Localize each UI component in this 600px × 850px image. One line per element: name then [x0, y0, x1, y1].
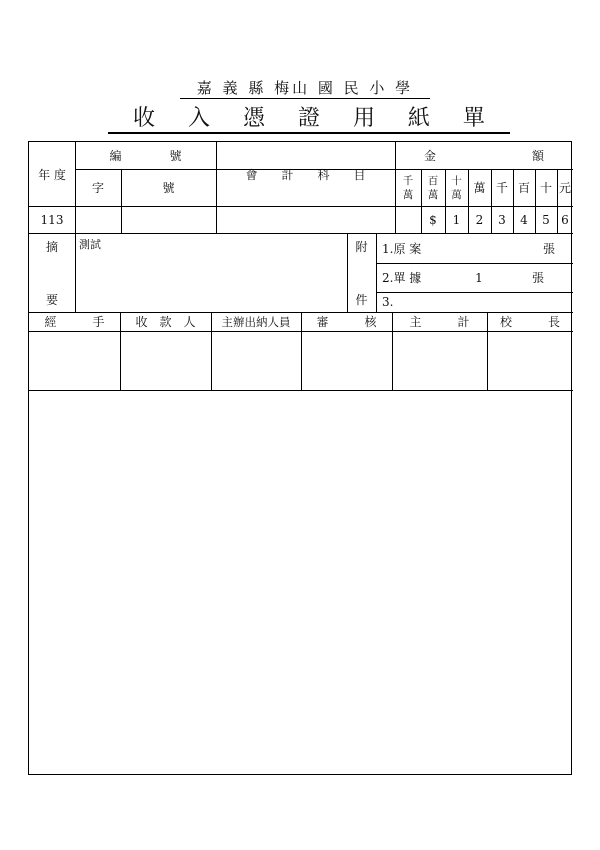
school-name: 嘉 義 縣 梅山 國 民 小 學: [180, 78, 430, 99]
digit-header-hundred-thousand: [445, 169, 468, 206]
attach-line-unit: [523, 292, 553, 312]
attach-label-bottom: 件: [355, 292, 368, 307]
attach-line-label: 2.單 據: [382, 271, 422, 285]
digit-char: 萬: [427, 188, 439, 201]
digit-header-million: [421, 169, 445, 206]
digit-char: 千: [402, 174, 414, 187]
attach-line-label: 3.: [382, 295, 394, 309]
amount-digit: 6: [561, 212, 569, 227]
amount-digit: $: [429, 212, 437, 227]
year-value: 113: [40, 212, 64, 227]
digit-header-hundred: 百: [517, 181, 530, 195]
summary-label-top: 摘: [45, 239, 58, 254]
digit-char: 萬: [402, 188, 414, 201]
attach-line-unit: 張: [542, 241, 555, 256]
digit-header-ten-million: [395, 169, 421, 206]
digit-char: 萬: [451, 188, 462, 201]
amount-digit: 1: [452, 212, 461, 227]
signer-accountant: 主 計: [409, 315, 470, 329]
serial-label: 編 號: [109, 149, 182, 163]
attach-line-count: [459, 233, 499, 263]
digit-header-unit: 元: [558, 181, 571, 195]
number-label: 號: [162, 181, 175, 195]
attach-line-label: 1.原 案: [382, 241, 422, 256]
title-char: 單: [462, 106, 485, 131]
signer-handler: 經 手: [44, 315, 105, 329]
attach-label-top: 附: [355, 239, 368, 254]
digit-char: 百: [427, 174, 439, 187]
amount-digit: 2: [475, 212, 484, 227]
amount-digit: 4: [520, 212, 528, 227]
attach-line-unit: 張: [531, 271, 544, 285]
summary-label-bottom: 要: [45, 292, 58, 307]
amount-digit: 5: [542, 212, 550, 227]
digit-header-ten: 十: [539, 181, 552, 195]
title-char: 證: [297, 106, 320, 131]
summary-text: 測試: [79, 238, 101, 251]
title-char: 收: [133, 106, 156, 131]
account-label: 會 計 科 目: [245, 167, 366, 182]
year-label: 年 度: [38, 167, 66, 182]
title-char: 紙: [407, 106, 430, 131]
amount-label: 金 額: [423, 149, 544, 163]
digit-char: 十: [451, 174, 462, 187]
attach-line-count: 1: [475, 270, 483, 285]
amount-digit: 3: [498, 212, 506, 227]
word-label: 字: [91, 181, 104, 195]
title-char: 憑: [242, 106, 265, 131]
digit-header-thousand: 千: [495, 181, 508, 195]
form-title: [108, 108, 510, 134]
signer-principal: 校 長: [499, 315, 560, 329]
signer-auditor: 審 核: [316, 315, 377, 329]
attach-line-count: [459, 292, 499, 312]
amount-digit: [395, 206, 421, 233]
title-char: 入: [187, 106, 210, 131]
digit-header-ten-thousand: 萬: [473, 181, 486, 195]
receipt-voucher-form: [28, 141, 572, 775]
signer-payee: 收 款 人: [135, 315, 196, 329]
signer-cashier: 主辦出納人員: [221, 314, 291, 329]
title-char: 用: [352, 106, 375, 131]
